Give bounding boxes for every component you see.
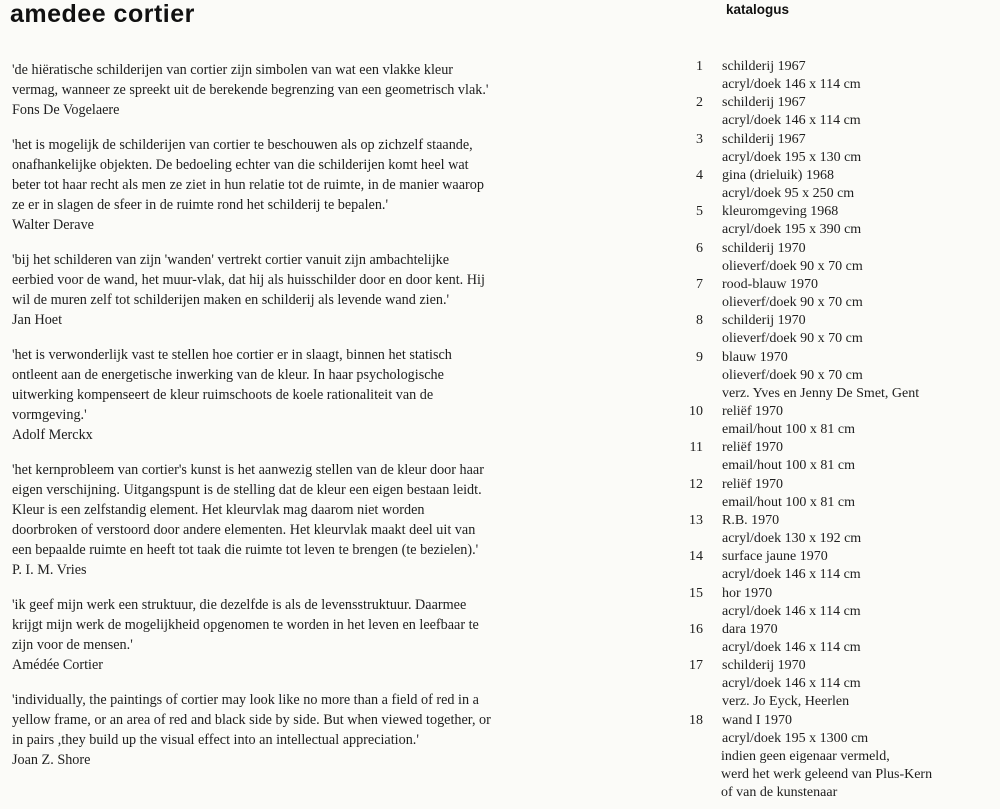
catalogue-number: 17	[689, 658, 703, 674]
catalogue-details	[722, 512, 998, 548]
catalogue-details	[722, 439, 998, 475]
catalogue-number: 13	[689, 512, 703, 528]
catalogue-line: schilderij 1970	[722, 658, 806, 674]
catalogue-line: hor 1970	[722, 585, 773, 601]
catalogue-line: surface jaune 1970	[722, 549, 828, 565]
quote-block	[12, 60, 532, 120]
catalogue-line: kleuromgeving 1968	[722, 204, 839, 220]
catalogue-line: gina (drieluik) 1968	[722, 167, 834, 183]
catalogue-details	[722, 312, 998, 348]
quote-line: een bepaalde ruimte en heeft tot taak die ruimte tot leven te brengen (te bezielen).'	[12, 542, 479, 558]
catalogue-line: acryl/doek 195 x 390 cm	[722, 222, 862, 238]
catalogue-details	[722, 621, 998, 657]
catalogue-item	[678, 167, 998, 203]
quote-line: eerbied voor de wand, het muur-vlak, dat hij als huisschilder door en door kent. Hij	[12, 272, 485, 288]
quote-block	[12, 135, 532, 235]
catalogue-item	[678, 548, 998, 584]
catalogue-line: rood-blauw 1970	[722, 276, 819, 292]
catalogue-line: reliëf 1970	[722, 403, 784, 419]
quote-line: 'bij het schilderen van zijn 'wanden' vertrekt cortier vanuit zijn ambachtelijke	[12, 252, 450, 268]
catalogue-item	[678, 58, 998, 94]
quote-line: beter tot haar recht als men ze ziet in hun relatie tot de ruimte, in de manier waarop	[12, 177, 484, 193]
catalogue-item	[678, 240, 998, 276]
catalogue-line: olieverf/doek 90 x 70 cm	[722, 367, 863, 383]
catalogue-number: 16	[689, 621, 703, 637]
quote-line: in pairs ,they build up the visual effect into an intellectual appreciation.'	[12, 732, 419, 748]
catalogue-note	[678, 748, 998, 802]
catalogue-item	[678, 94, 998, 130]
quote-author: Walter Derave	[12, 217, 94, 233]
catalogue-line: olieverf/doek 90 x 70 cm	[722, 331, 863, 347]
catalogue-column	[678, 58, 998, 802]
catalogue-line: olieverf/doek 90 x 70 cm	[722, 258, 863, 274]
quote-author: Jan Hoet	[12, 312, 63, 328]
quote-author: Fons De Vogelaere	[12, 102, 120, 118]
catalogue-line: olieverf/doek 90 x 70 cm	[722, 295, 863, 311]
catalogue-note-line: indien geen eigenaar vermeld,	[721, 748, 890, 764]
catalogue-number: 14	[689, 549, 703, 565]
quote-author: Joan Z. Shore	[12, 752, 91, 768]
catalogue-note-line: werd het werk geleend van Plus-Kern	[721, 767, 933, 783]
catalogue-item	[678, 276, 998, 312]
catalogue-item	[678, 131, 998, 167]
catalogue-item	[678, 403, 998, 439]
quote-block	[12, 595, 532, 675]
catalogue-line: acryl/doek 95 x 250 cm	[722, 186, 855, 202]
quote-line: zijn voor de mensen.'	[12, 637, 133, 653]
quote-author: Adolf Merckx	[12, 427, 93, 443]
catalogue-line: schilderij 1967	[722, 59, 806, 74]
quote-line: ze er in slagen de sfeer in de ruimte rond het schilderij te bepalen.'	[12, 197, 389, 213]
catalogue-note-line: of van de kunstenaar	[721, 785, 838, 801]
catalogue-number: 10	[689, 403, 703, 419]
catalogue-number: 7	[696, 276, 703, 292]
catalogue-number: 15	[689, 585, 703, 601]
catalogue-line: schilderij 1970	[722, 313, 806, 329]
catalogue-heading: katalogus	[726, 2, 790, 17]
catalogue-line: acryl/doek 195 x 1300 cm	[722, 730, 869, 746]
quote-line: vermag, wanneer ze spreekt uit de berekende begrenzing van een geometrisch vlak.'	[12, 82, 489, 98]
catalogue-line: dara 1970	[722, 621, 778, 637]
catalogue-number: 1	[696, 59, 703, 74]
page-title: amedee cortier	[10, 0, 195, 28]
catalogue-line: email/hout 100 x 81 cm	[722, 458, 855, 474]
quote-line: Kleur is een zelfstandig element. Het kleurvlak mag daarom niet worden	[12, 502, 425, 518]
catalogue-line: acryl/doek 146 x 114 cm	[722, 603, 861, 619]
catalogue-line: acryl/doek 130 x 192 cm	[722, 531, 862, 547]
catalogue-number: 6	[696, 240, 703, 256]
catalogue-number: 5	[696, 204, 703, 220]
quote-block	[12, 460, 532, 580]
quote-line: uitwerking kompenseert de kleur ruimschoots de koele rationaliteit van de	[12, 387, 434, 403]
quote-line: 'de hiëratische schilderijen van cortier zijn simbolen van wat een vlakke kleur	[12, 62, 454, 78]
catalogue-number: 11	[689, 440, 703, 456]
catalogue-line: blauw 1970	[722, 349, 788, 365]
catalogue-details	[722, 403, 998, 439]
catalogue-item	[678, 621, 998, 657]
quote-line: yellow frame, or an area of red and black side by side. But when viewed together, or	[12, 712, 491, 728]
catalogue-details	[722, 131, 998, 167]
quote-line: eigen verschijning. Uitgangspunt is de stelling dat de kleur een eigen bestaan leidt.	[12, 482, 482, 498]
catalogue-line: email/hout 100 x 81 cm	[722, 422, 855, 438]
quote-line: 'het is verwonderlijk vast te stellen hoe cortier er in slaagt, binnen het statisch	[12, 347, 452, 363]
catalogue-number: 9	[696, 349, 703, 365]
quotes-column	[12, 60, 532, 785]
catalogue-details	[722, 548, 998, 584]
quote-line: 'individually, the paintings of cortier may look like no more than a field of red in a	[12, 692, 479, 708]
catalogue-line: schilderij 1970	[722, 240, 806, 256]
catalogue-line: acryl/doek 146 x 114 cm	[722, 113, 861, 129]
quote-line: 'ik geef mijn werk een struktuur, die dezelfde is als de levensstruktuur. Daarmee	[12, 597, 467, 613]
catalogue-item	[678, 312, 998, 348]
quote-line: krijgt mijn werk de mogelijkheid opgenomen te worden in het leven en leefbaar te	[12, 617, 479, 633]
catalogue-line: schilderij 1967	[722, 131, 806, 147]
catalogue-item	[678, 657, 998, 711]
quote-line: 'het kernprobleem van cortier's kunst is het aanwezig stellen van de kleur door haar	[12, 462, 484, 478]
catalogue-item	[678, 349, 998, 403]
catalogue-number: 18	[689, 712, 703, 728]
catalogue-line: acryl/doek 146 x 114 cm	[722, 77, 861, 93]
catalogue-details	[722, 94, 998, 130]
catalogue-number: 8	[696, 313, 703, 329]
catalogue-line: verz. Yves en Jenny De Smet, Gent	[722, 385, 920, 401]
quote-line: 'het is mogelijk de schilderijen van cortier te beschouwen als op zichzelf staande,	[12, 137, 473, 153]
catalogue-details	[722, 657, 998, 711]
quote-line: wil de muren zelf tot schilderijen maken en schilderij als levende wand zien.'	[12, 292, 450, 308]
catalogue-list	[678, 58, 998, 748]
quote-block	[12, 690, 532, 770]
catalogue-line: R.B. 1970	[722, 512, 780, 528]
quote-block	[12, 345, 532, 445]
catalogue-line: wand I 1970	[722, 712, 792, 728]
catalogue-line: acryl/doek 146 x 114 cm	[722, 676, 861, 692]
catalogue-line: verz. Jo Eyck, Heerlen	[722, 694, 850, 710]
catalogue-line: email/hout 100 x 81 cm	[722, 494, 855, 510]
catalogue-details	[722, 240, 998, 276]
catalogue-details	[722, 585, 998, 621]
catalogue-details	[722, 476, 998, 512]
quote-line: onafhankelijke objekten. De bedoeling echter van die schilderijen komt heel wat	[12, 157, 469, 173]
catalogue-line: acryl/doek 195 x 130 cm	[722, 149, 862, 165]
catalogue-line: acryl/doek 146 x 114 cm	[722, 567, 861, 583]
catalogue-number: 4	[696, 167, 703, 183]
catalogue-line: acryl/doek 146 x 114 cm	[722, 640, 861, 655]
catalogue-item	[678, 439, 998, 475]
quote-author: Amédée Cortier	[12, 657, 103, 673]
catalogue-item	[678, 585, 998, 621]
catalogue-details	[722, 58, 998, 94]
catalogue-item	[678, 712, 998, 748]
catalogue-item	[678, 476, 998, 512]
catalogue-line: reliëf 1970	[722, 440, 784, 456]
catalogue-item	[678, 512, 998, 548]
catalogue-line: schilderij 1967	[722, 95, 806, 111]
catalogue-item	[678, 203, 998, 239]
catalogue-number: 2	[696, 95, 703, 111]
catalogue-details	[722, 167, 998, 203]
quote-author: P. I. M. Vries	[12, 562, 87, 578]
quote-block	[12, 250, 532, 330]
catalogue-details	[722, 349, 998, 403]
quote-line: vormgeving.'	[12, 407, 87, 423]
catalogue-number: 12	[689, 476, 703, 492]
quote-line: doorbroken of verstoord door andere elementen. Het kleurvlak maakt deel uit van	[12, 522, 476, 538]
catalogue-details	[722, 276, 998, 312]
catalogue-number: 3	[696, 131, 703, 147]
catalogue-details	[722, 203, 998, 239]
quote-line: ontleent aan de energetische inwerking van de kleur. In haar psychologische	[12, 367, 444, 383]
catalogue-line: reliëf 1970	[722, 476, 784, 492]
catalogue-details	[722, 712, 998, 748]
